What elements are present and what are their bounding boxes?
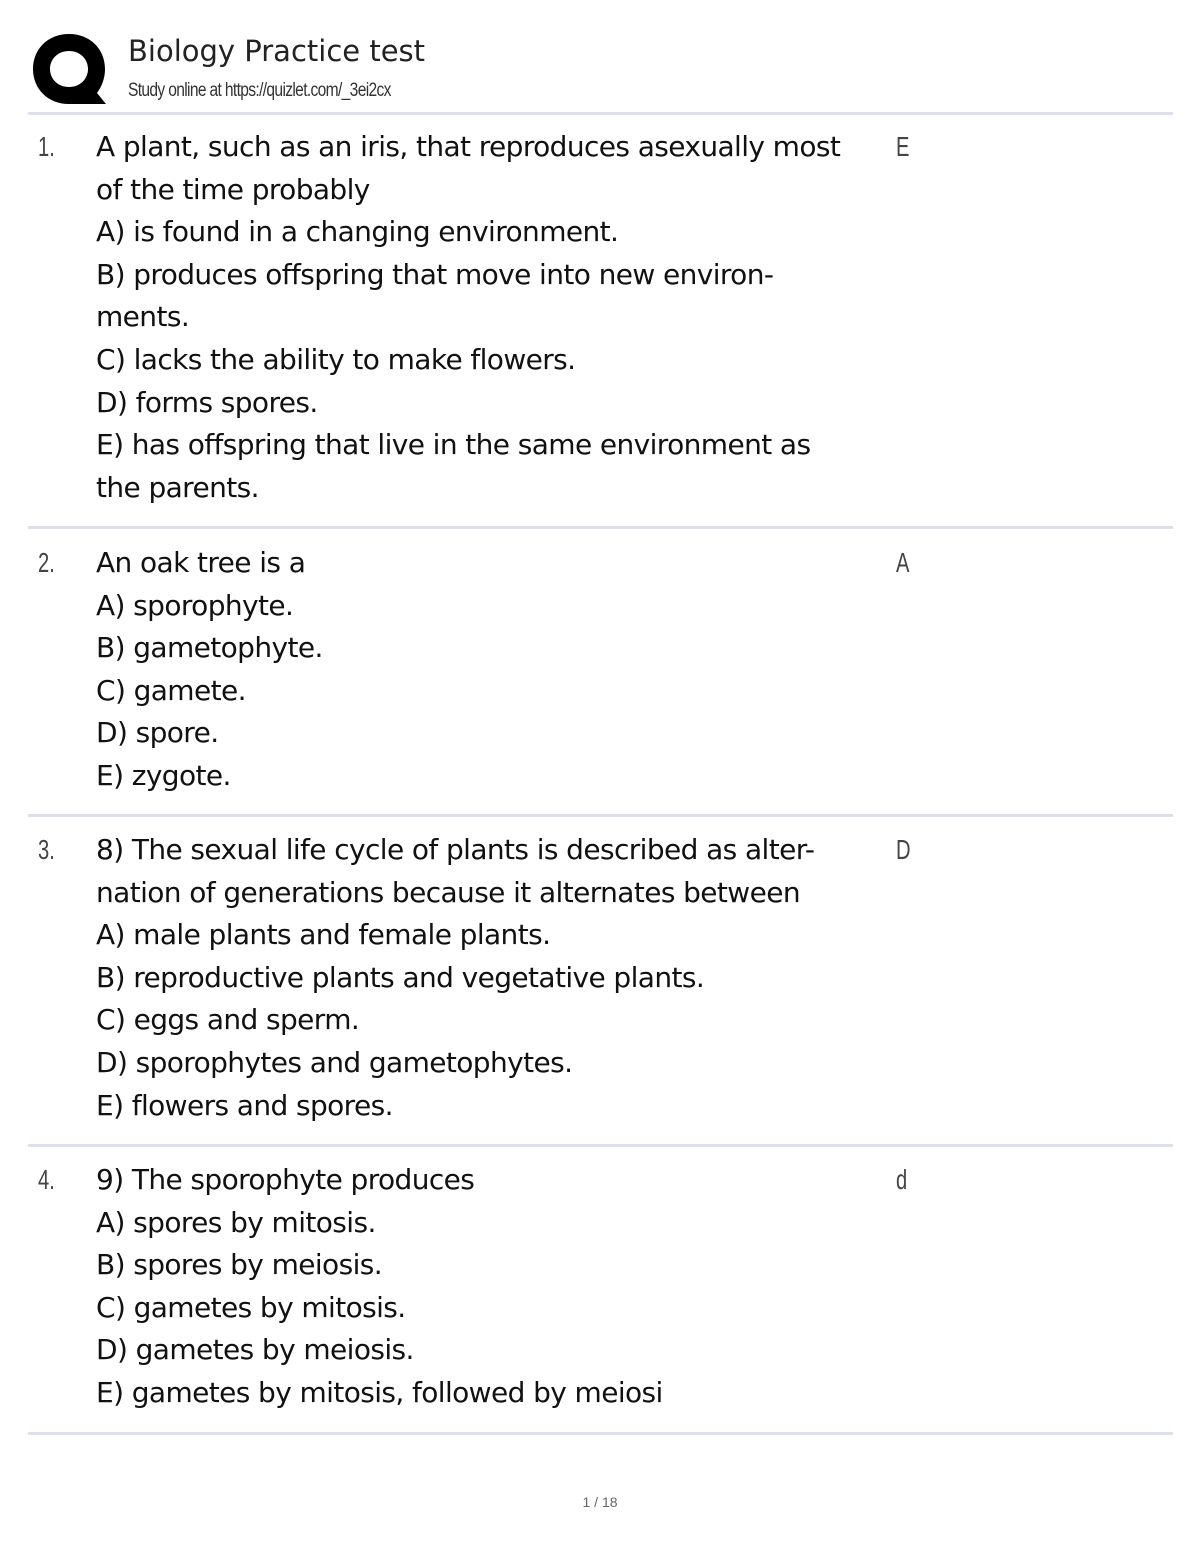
answer-text: d — [896, 1164, 908, 1195]
question-line: E) gametes by mitosis, followed by meiosi — [96, 1375, 663, 1409]
question-line: An oak tree is a — [96, 546, 306, 579]
answer-text: D — [896, 834, 911, 865]
question-number: 3. — [38, 834, 55, 865]
question-line: C) eggs and sperm. — [96, 1003, 360, 1037]
question-line: E) has offspring that live in the same environment as — [96, 428, 811, 462]
question-line: B) gametophyte. — [96, 631, 323, 665]
question-text — [96, 542, 896, 798]
question-line: D) gametes by meiosis. — [96, 1333, 414, 1367]
answer-text: A — [896, 547, 910, 578]
question-line: A) is found in a changing environment. — [96, 215, 619, 249]
question-line: of the time probably — [96, 172, 370, 206]
question-divider — [28, 1432, 1173, 1435]
header-divider — [28, 112, 1173, 115]
question-text — [96, 126, 896, 509]
question-line: A) male plants and female plants. — [96, 918, 551, 952]
question-line: B) reproductive plants and vegetative plants. — [96, 960, 705, 994]
page-header — [30, 30, 1172, 108]
page-indicator: 1 / 18 — [582, 1494, 618, 1510]
question-divider — [28, 814, 1173, 817]
question-line: E) zygote. — [96, 758, 231, 792]
question-line: E) flowers and spores. — [96, 1088, 393, 1122]
question-line: C) lacks the ability to make flowers. — [96, 342, 576, 376]
answer-text: E — [896, 131, 910, 162]
question-line: D) sporophytes and gametophytes. — [96, 1045, 573, 1079]
question-text — [96, 829, 896, 1127]
page-title: Biology Practice test — [128, 34, 426, 68]
quizlet-logo-icon — [30, 30, 108, 108]
study-online-link[interactable]: Study online at https://quizlet.com/_3ei2cx — [128, 80, 391, 101]
question-divider — [28, 526, 1173, 529]
question-line: B) spores by meiosis. — [96, 1248, 383, 1282]
question-line: A) sporophyte. — [96, 588, 294, 622]
question-line: D) spore. — [96, 716, 219, 750]
question-line: 8) The sexual life cycle of plants is described as alter- — [96, 833, 815, 866]
question-line: C) gametes by mitosis. — [96, 1290, 406, 1324]
question-line: 9) The sporophyte produces — [96, 1163, 475, 1196]
question-line: B) produces offspring that move into new environ- — [96, 257, 774, 291]
question-number: 1. — [38, 131, 55, 162]
question-text — [96, 1159, 896, 1415]
question-line: D) forms spores. — [96, 385, 318, 419]
question-line: the parents. — [96, 470, 259, 504]
question-line: ments. — [96, 300, 190, 334]
question-line: A) spores by mitosis. — [96, 1205, 376, 1239]
question-line: A plant, such as an iris, that reproduces asexually most — [96, 130, 841, 163]
question-line: nation of generations because it alternates between — [96, 875, 801, 909]
question-line: C) gamete. — [96, 673, 246, 707]
question-number: 4. — [38, 1164, 55, 1195]
question-number: 2. — [38, 547, 55, 578]
question-divider — [28, 1144, 1173, 1147]
